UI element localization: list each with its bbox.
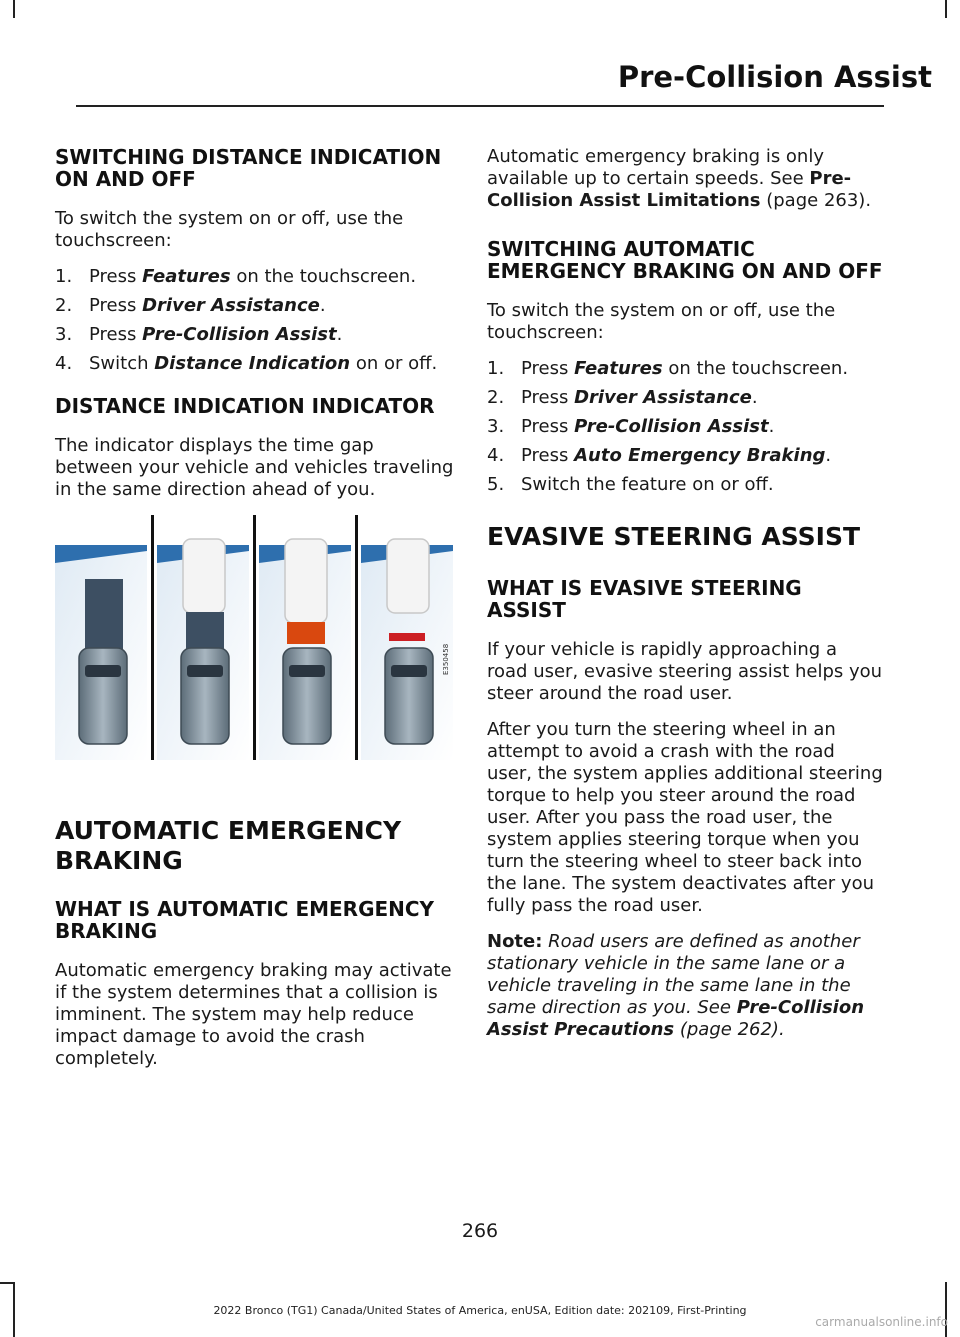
switching-aeb-intro: To switch the system on or off, use the touchscreen: bbox=[487, 300, 836, 343]
step-text-end: on or off. bbox=[350, 353, 438, 374]
lead-vehicles bbox=[183, 539, 429, 623]
step-text: Press bbox=[521, 416, 575, 437]
step-number: 1. bbox=[55, 266, 73, 287]
list-item bbox=[487, 474, 883, 496]
heading-distance-indication-indicator: DISTANCE INDICATION INDICATOR bbox=[55, 394, 435, 418]
switching-intro: To switch the system on or off, use the touchscreen: bbox=[55, 208, 404, 251]
step-text: Press bbox=[521, 445, 575, 466]
crop-mark-top-right bbox=[945, 0, 947, 18]
esa-paragraph-1: If your vehicle is rapidly approaching a road user, evasive steering assist helps you steer around the road user. bbox=[487, 639, 883, 704]
aeb-speed-note bbox=[487, 146, 883, 212]
list-item bbox=[55, 266, 455, 288]
distance-indication-steps bbox=[55, 266, 455, 375]
heading-automatic-emergency-braking: AUTOMATIC EMERGENCY BRAKING bbox=[55, 816, 402, 875]
step-text: Switch the feature on or off. bbox=[521, 474, 774, 495]
step-number: 3. bbox=[487, 416, 505, 437]
page-title: Pre-Collision Assist bbox=[617, 60, 932, 94]
heading-what-is-esa: WHAT IS EVASIVE STEERING ASSIST bbox=[487, 576, 802, 622]
step-text: Switch bbox=[89, 353, 155, 374]
aeb-steps bbox=[487, 358, 883, 496]
step-text: Press bbox=[521, 387, 575, 408]
footer-edition-info: 2022 Bronco (TG1) Canada/United States of America, enUSA, Edition date: 202109, First-Printing bbox=[213, 1304, 747, 1317]
list-item bbox=[55, 324, 455, 346]
list-item bbox=[487, 358, 883, 380]
esa-paragraph-2: After you turn the steering wheel in an attempt to avoid a crash with the road user, the system applies additional steering torque to help you steer around the road user. After you pass the road user, the system applies steering torque when you turn the steering wheel to steer back into the lane. The system deactivates after you fully pass the road user. bbox=[487, 719, 883, 916]
step-text-end: . bbox=[336, 324, 343, 345]
step-menu-name: Features bbox=[574, 358, 663, 379]
list-item bbox=[55, 295, 455, 317]
step-text: Press bbox=[89, 266, 143, 287]
list-item bbox=[487, 445, 883, 467]
step-menu-name: Driver Assistance bbox=[142, 295, 320, 316]
indicator-bar-medium bbox=[186, 612, 224, 651]
figure-code: E350458 bbox=[442, 643, 450, 675]
aeb-description: Automatic emergency braking may activate if the system determines that a collision is imminent. The system may help reduce impact damage to avoid the crash completely. bbox=[55, 960, 452, 1069]
step-text-end: . bbox=[751, 387, 758, 408]
esa-note bbox=[487, 931, 883, 1041]
heading-switching-aeb: SWITCHING AUTOMATIC EMERGENCY BRAKING ON AND OFF bbox=[487, 237, 883, 283]
indicator-bar-close bbox=[287, 622, 325, 644]
step-text: Press bbox=[89, 295, 143, 316]
step-menu-name: Features bbox=[142, 266, 231, 287]
watermark: carmanualsonline.info bbox=[815, 1315, 948, 1329]
step-menu-name: Auto Emergency Braking bbox=[574, 445, 826, 466]
step-menu-name: Distance Indication bbox=[154, 353, 351, 374]
note-page: (page 262). bbox=[674, 1019, 785, 1040]
note-text: Road users are defined as another stationary vehicle in the same lane or a vehicle traveling in the same lane in the same direction as you. See bbox=[487, 931, 860, 1018]
step-menu-name: Driver Assistance bbox=[574, 387, 752, 408]
step-menu-name: Pre-Collision Assist bbox=[574, 416, 769, 437]
step-menu-name: Pre-Collision Assist bbox=[142, 324, 337, 345]
crop-mark-top-left bbox=[13, 0, 15, 18]
header-divider bbox=[76, 105, 884, 107]
step-text-end: . bbox=[825, 445, 832, 466]
crop-mark-bottom-left-h bbox=[0, 1282, 15, 1284]
speed-note-page: (page 263). bbox=[760, 190, 872, 211]
distance-indicator-illustration bbox=[55, 515, 453, 760]
step-number: 5. bbox=[487, 474, 505, 495]
right-column bbox=[487, 146, 883, 1055]
step-text-end: on the touchscreen. bbox=[662, 358, 849, 379]
list-item bbox=[55, 353, 455, 375]
list-item bbox=[487, 416, 883, 438]
left-column bbox=[55, 146, 455, 1084]
indicator-bar-far bbox=[85, 579, 123, 652]
link-pre-collision-limitations[interactable]: Pre-Collision Assist Limitations bbox=[487, 168, 852, 211]
step-number: 4. bbox=[487, 445, 505, 466]
step-text: Press bbox=[89, 324, 143, 345]
step-text-end: . bbox=[319, 295, 326, 316]
list-item bbox=[487, 387, 883, 409]
step-text: Press bbox=[521, 358, 575, 379]
heading-what-is-aeb: WHAT IS AUTOMATIC EMERGENCY BRAKING bbox=[55, 897, 435, 943]
step-number: 1. bbox=[487, 358, 505, 379]
step-number: 3. bbox=[55, 324, 73, 345]
heading-switching-distance-indication: SWITCHING DISTANCE INDICATION ON AND OFF bbox=[55, 145, 442, 191]
step-number: 2. bbox=[487, 387, 505, 408]
speed-note-text: Automatic emergency braking is only available up to certain speeds. See bbox=[487, 146, 824, 189]
indicator-bar-critical bbox=[389, 633, 425, 641]
link-pre-collision-precautions[interactable]: Pre-Collision Assist Precautions bbox=[487, 997, 865, 1040]
page-number: 266 bbox=[461, 1220, 499, 1242]
distance-indication-figure bbox=[55, 515, 453, 760]
indicator-description: The indicator displays the time gap between your vehicle and vehicles traveling in the same direction ahead of you. bbox=[55, 435, 454, 500]
step-text-end: . bbox=[768, 416, 775, 437]
step-number: 4. bbox=[55, 353, 73, 374]
heading-evasive-steering-assist: EVASIVE STEERING ASSIST bbox=[487, 522, 861, 551]
step-text-end: on the touchscreen. bbox=[230, 266, 417, 287]
note-label: Note: bbox=[487, 931, 543, 952]
step-number: 2. bbox=[55, 295, 73, 316]
